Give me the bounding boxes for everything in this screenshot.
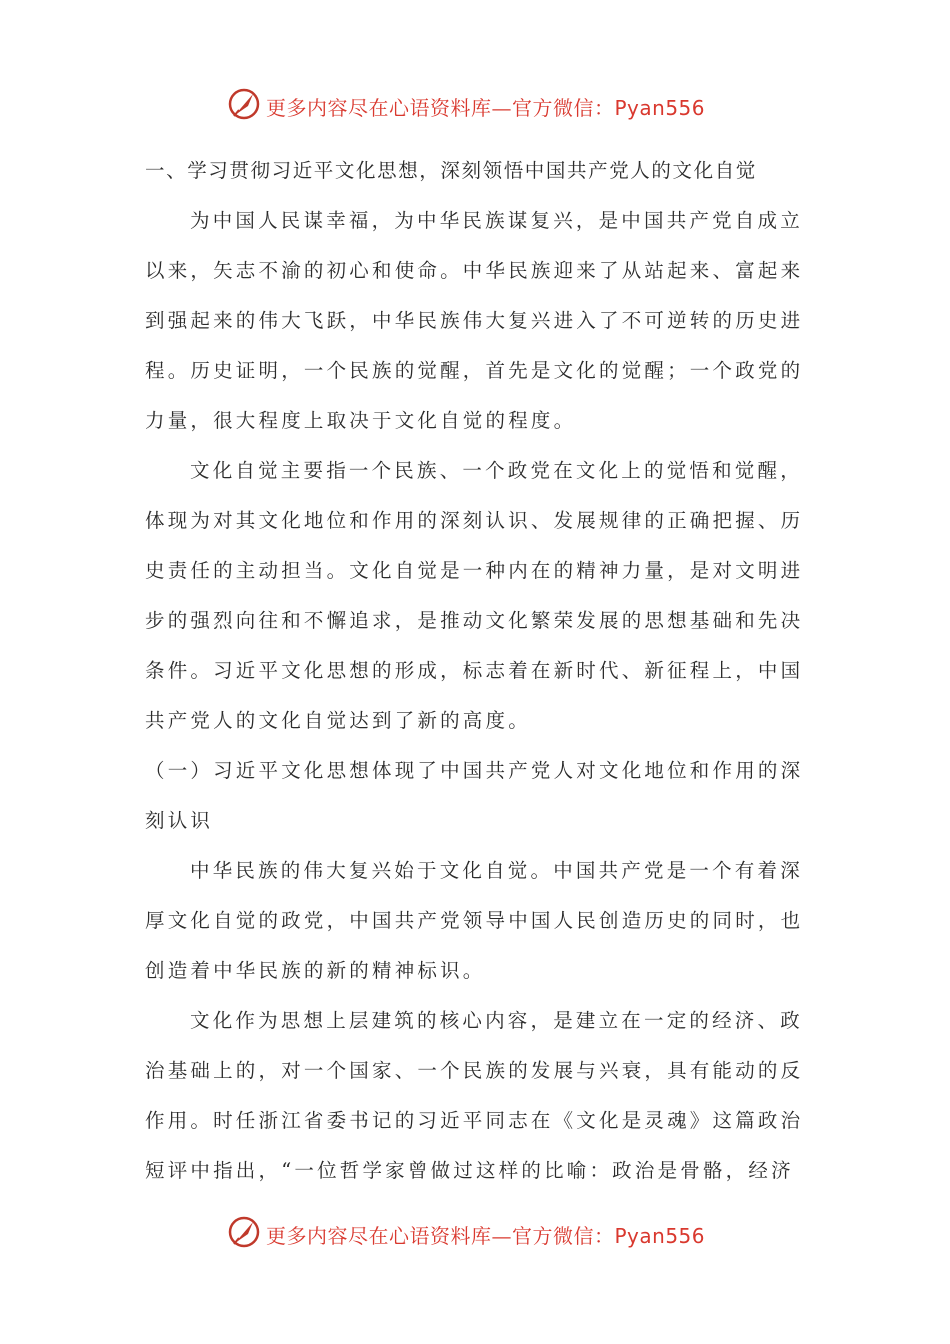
paragraph-line: 作用。时任浙江省委书记的习近平同志在《文化是灵魂》这篇政治 xyxy=(145,1109,804,1132)
paragraph-line: 史责任的主动担当。文化自觉是一种内在的精神力量，是对文明进 xyxy=(145,559,804,582)
document-body xyxy=(145,146,805,1196)
paragraph-line: 中华民族的伟大复兴始于文化自觉。中国共产党是一个有着深 xyxy=(190,859,803,882)
paragraph-line: 程。历史证明，一个民族的觉醒，首先是文化的觉醒；一个政党的 xyxy=(145,359,804,382)
quill-pen-logo-icon xyxy=(226,1214,262,1250)
watermark-text: 更多内容尽在心语资料库—官方微信：Pyan556 xyxy=(266,1224,706,1248)
paragraph-line: 到强起来的伟大飞跃，中华民族伟大复兴进入了不可逆转的历史进 xyxy=(145,309,804,332)
quill-pen-logo-icon xyxy=(226,86,262,122)
paragraph-line: 文化自觉主要指一个民族、一个政党在文化上的觉悟和觉醒， xyxy=(190,459,803,482)
subsection-heading: （一）习近平文化思想体现了中国共产党人对文化地位和作用的深 xyxy=(145,759,804,782)
subsection-heading: 刻认识 xyxy=(145,809,214,832)
watermark-text: 更多内容尽在心语资料库—官方微信：Pyan556 xyxy=(266,96,706,120)
watermark-footer xyxy=(0,1212,950,1252)
paragraph-line: 条件。习近平文化思想的形成，标志着在新时代、新征程上，中国 xyxy=(145,659,804,682)
paragraph-line: 短评中指出，“一位哲学家曾做过这样的比喻：政治是骨骼，经济 xyxy=(145,1159,794,1182)
paragraph-line: 共产党人的文化自觉达到了新的高度。 xyxy=(145,709,531,732)
paragraph-line: 治基础上的，对一个国家、一个民族的发展与兴衰，具有能动的反 xyxy=(145,1059,804,1082)
paragraph-line: 步的强烈向往和不懈追求，是推动文化繁荣发展的思想基础和先决 xyxy=(145,609,804,632)
watermark-header xyxy=(0,84,950,124)
paragraph-line: 以来，矢志不渝的初心和使命。中华民族迎来了从站起来、富起来 xyxy=(145,259,804,282)
section-heading: 一、学习贯彻习近平文化思想，深刻领悟中国共产党人的文化自觉 xyxy=(145,159,757,182)
paragraph-line: 体现为对其文化地位和作用的深刻认识、发展规律的正确把握、历 xyxy=(145,509,804,532)
paragraph-line: 力量，很大程度上取决于文化自觉的程度。 xyxy=(145,409,577,432)
paragraph-line: 为中国人民谋幸福，为中华民族谋复兴，是中国共产党自成立 xyxy=(190,209,803,232)
paragraph-line: 厚文化自觉的政党，中国共产党领导中国人民创造历史的同时，也 xyxy=(145,909,804,932)
paragraph-line: 创造着中华民族的新的精神标识。 xyxy=(145,959,486,982)
paragraph-line: 文化作为思想上层建筑的核心内容，是建立在一定的经济、政 xyxy=(190,1009,803,1032)
